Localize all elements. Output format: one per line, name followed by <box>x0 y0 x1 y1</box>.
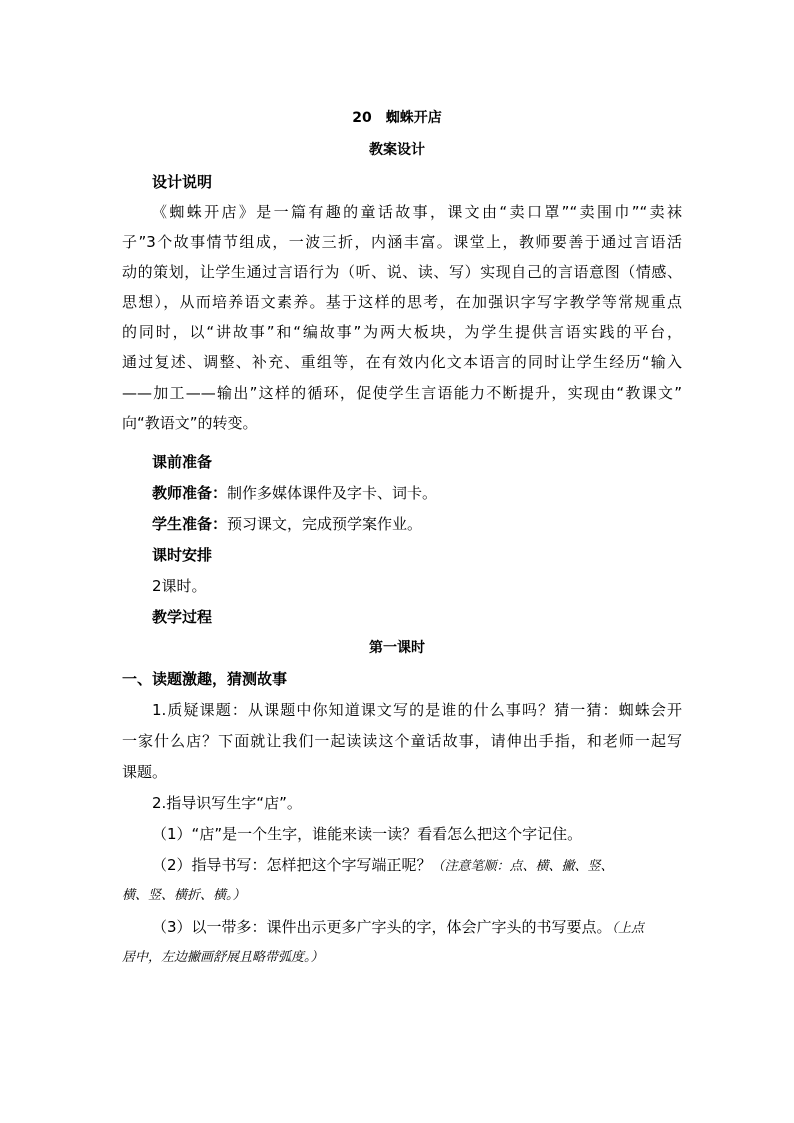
design-line-4: 思想），从而培养语文素养。基于这样的思考，在加强识字写字教学等常规重点 <box>122 293 682 311</box>
student-prep <box>152 514 422 534</box>
teacher-prep-text: 制作多媒体课件及字卡、词卡。 <box>227 484 438 502</box>
item-2: 2.指导识写生字“店”。 <box>152 794 302 812</box>
item-1-line-3: 课题。 <box>122 763 168 781</box>
sub-item-2-note: （注意笔顺：点、横、撇、竖、 <box>431 859 614 874</box>
design-line-1: 《蜘蛛开店》是一篇有趣的童话故事，课文由“卖口罩”“卖围巾”“卖袜 <box>152 203 682 221</box>
teacher-prep <box>152 483 437 503</box>
design-line-6: 通过复述、调整、补充、重组等，在有效内化文本语言的同时让学生经历“输入 <box>122 353 682 371</box>
student-prep-text: 预习课文，完成预学案作业。 <box>227 515 423 533</box>
document-title: 20 蜘蛛开店 <box>352 110 442 126</box>
prep-heading: 课前准备 <box>152 453 213 471</box>
design-line-7: ——加工——输出”这样的循环，促使学生言语能力不断提升，实现由“教课文” <box>122 384 682 402</box>
sub-item-2-text: （2）指导书写：怎样把这个字写端正呢？ <box>152 856 432 874</box>
document-subtitle: 教案设计 <box>369 142 425 158</box>
teacher-prep-label: 教师准备： <box>152 484 228 502</box>
design-line-2: 子”3个故事情节组成，一波三折，内涵丰富。课堂上，教师要善于通过言语活 <box>122 233 682 251</box>
item-1-line-1: 1.质疑课题：从课题中你知道课文写的是谁的什么事吗？猜一猜：蜘蛛会开 <box>152 701 682 719</box>
sub-item-3 <box>152 917 644 939</box>
sub-item-2-note-cont: 横、竖、横折、横。） <box>122 888 246 903</box>
sub-item-1: （1）“店”是一个生字，谁能来读一读？看看怎么把这个字记住。 <box>152 825 583 843</box>
schedule-heading: 课时安排 <box>152 546 213 564</box>
sub-item-3-note-cont: 居中，左边撇画舒展且略带弧度。） <box>122 950 324 965</box>
design-line-8: 向“教语文”的转变。 <box>122 414 258 432</box>
design-line-5: 的同时，以“讲故事”和“编故事”为两大板块，为学生提供言语实践的平台， <box>122 323 682 341</box>
sub-item-3-note: （上点 <box>611 921 645 936</box>
process-heading: 教学过程 <box>152 608 213 626</box>
lesson-title: 第一课时 <box>369 640 425 656</box>
sub-item-3-text: （3）以一带多：课件出示更多广字头的字，体会广字头的书写要点。 <box>152 918 612 936</box>
item-1-line-2: 一家什么店？下面就让我们一起读读这个童话故事，请伸出手指，和老师一起写 <box>122 732 682 750</box>
design-line-3: 动的策划，让学生通过言语行为（听、说、读、写）实现自己的言语意图（情感、 <box>122 263 682 281</box>
schedule-text: 2课时。 <box>152 577 207 595</box>
design-heading: 设计说明 <box>152 173 213 191</box>
section-1-heading: 一、读题激趣，猜测故事 <box>122 670 288 688</box>
sub-item-2 <box>152 855 614 877</box>
student-prep-label: 学生准备： <box>152 515 228 533</box>
